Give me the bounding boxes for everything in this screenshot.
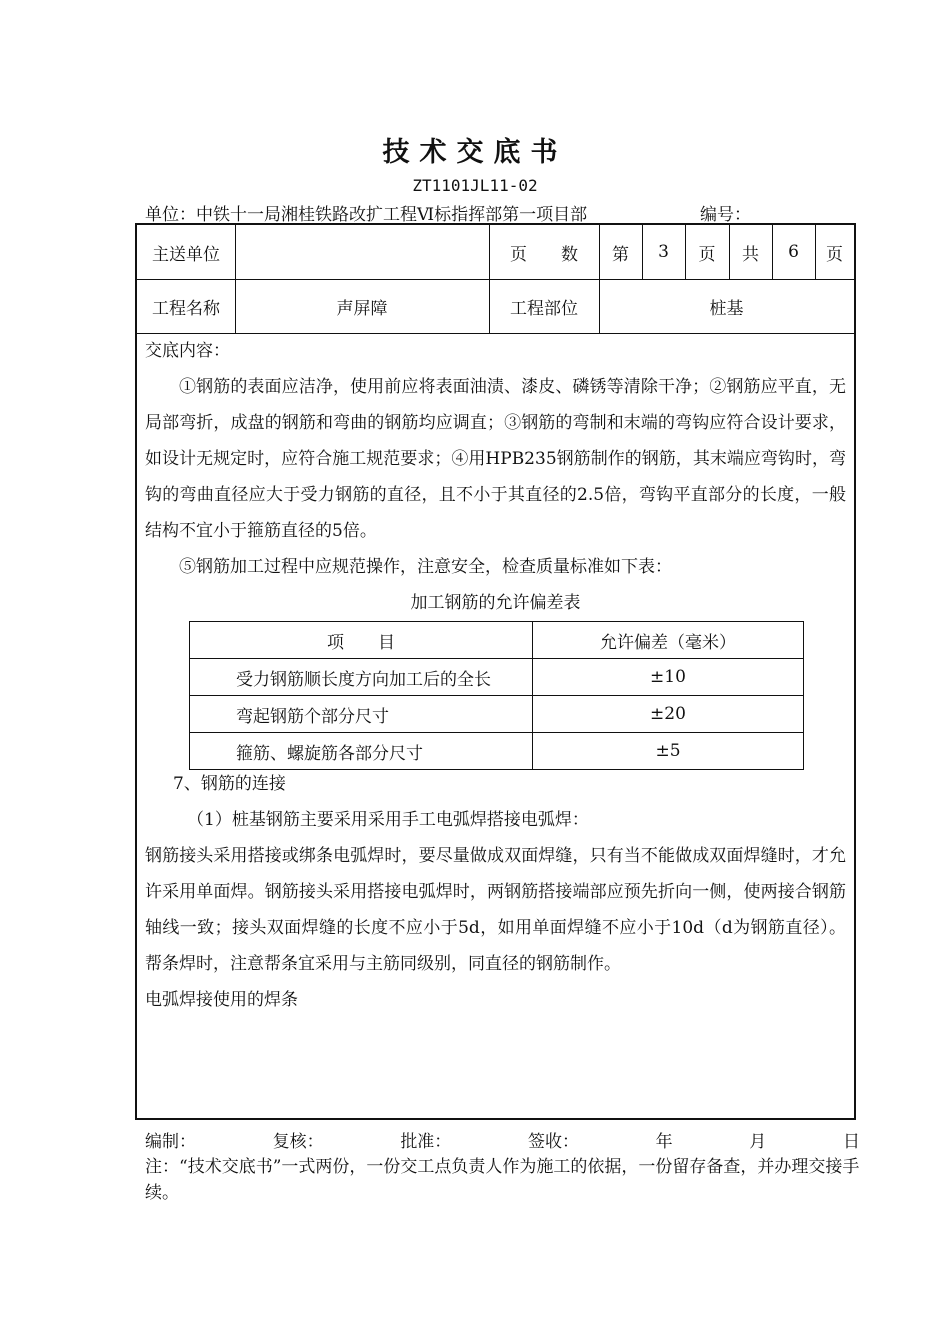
content-paragraph-4: 电弧焊接使用的焊条	[145, 990, 298, 1010]
signature-row	[145, 1127, 860, 1152]
number-label: 编号：	[700, 205, 751, 225]
table-row	[190, 659, 804, 696]
year-label: 年	[655, 1132, 673, 1152]
table-cell-item: 受力钢筋顺长度方向加工后的全长	[190, 659, 533, 696]
approver-label: 批准：	[400, 1132, 452, 1152]
content-paragraph-1: ①钢筋的表面应洁净，使用前应将表面油渍、漆皮、磷锈等清除干净；②钢筋应平直，无局部弯折，成盘的钢筋和弯曲的钢筋均应调直；③钢筋的弯制和末端的弯钩应符合设计要求，如设计无规定时，应符合施工规范要求；④用HPB235钢筋制作的钢筋，其末端应弯钩时，弯钩的弯曲直径应大于受力钢筋的直径，且不小于其直径的2.5倍，弯钩平直部分的长度，一般结构不宜小于箍筋直径的5倍。	[145, 377, 846, 541]
table-row	[190, 696, 804, 733]
project-part-value: 桩基	[709, 298, 744, 319]
content-paragraph-3: 钢筋接头采用搭接或绑条电弧焊时，要尽量做成双面焊缝，只有当不能做成双面焊缝时，才允许采用单面焊。钢筋接头采用搭接电弧焊时，两钢筋搭接端部应预先折向一侧，使两接合钢筋轴线一致；接头双面焊缝的长度不应小于5d，如用单面焊缝不应小于10d（d为钢筋直径）。帮条焊时，注意帮条宜采用与主筋同级别，同直径的钢筋制作。	[145, 846, 846, 974]
document-title: 技术交底书	[382, 137, 568, 168]
pages-label: 页 数	[510, 244, 578, 265]
table-header-tolerance: 允许偏差（毫米）	[533, 622, 804, 659]
table-caption: 加工钢筋的允许偏差表	[410, 593, 581, 613]
editor-label: 编制：	[145, 1132, 196, 1152]
table-cell-item: 箍筋、螺旋筋各部分尺寸	[190, 733, 533, 770]
project-name-label: 工程名称	[152, 298, 220, 319]
footer	[145, 1127, 860, 1206]
reviewer-label: 复核：	[272, 1132, 324, 1152]
table-header-item: 项 目	[190, 622, 533, 659]
total-suffix: 页	[826, 244, 843, 265]
content-heading: 交底内容：	[145, 341, 230, 361]
recipient-value[interactable]	[235, 225, 489, 279]
page-prefix: 第	[612, 244, 629, 265]
table-row	[190, 733, 804, 770]
unit-line: 单位：中铁十一局湘桂铁路改扩工程Ⅵ标指挥部第一项目部	[145, 205, 588, 225]
table-cell-tolerance: ±10	[533, 659, 804, 696]
content-area-lower	[145, 766, 846, 1018]
subsection-1-heading: （1）桩基钢筋主要采用采用手工电弧焊搭接电弧焊：	[187, 810, 589, 830]
tolerance-table	[189, 621, 804, 770]
table-cell-item: 弯起钢筋个部分尺寸	[190, 696, 533, 733]
total-prefix: 共	[742, 244, 759, 265]
document-code: ZT1101JL11-02	[412, 176, 538, 195]
content-paragraph-2: ⑤钢筋加工过程中应规范操作，注意安全，检查质量标准如下表：	[179, 557, 672, 577]
page-total: 6	[788, 242, 799, 262]
footer-note: 注：“技术交底书”一式两份，一份交工点负责人作为施工的依据，一份留存备查，并办理交接手续。	[145, 1157, 860, 1203]
table-header-row	[190, 622, 804, 659]
page-suffix: 页	[698, 244, 716, 265]
table-cell-tolerance: ±5	[533, 733, 804, 770]
content-area	[145, 333, 846, 621]
table-cell-tolerance: ±20	[533, 696, 804, 733]
page-current: 3	[658, 242, 669, 262]
recipient-label: 主送单位	[152, 244, 220, 265]
section-7-heading: 7、钢筋的连接	[173, 774, 286, 794]
project-part-label: 工程部位	[510, 298, 578, 319]
receiver-label: 签收：	[527, 1132, 579, 1152]
form-frame	[135, 223, 856, 1120]
project-name-value: 声屏障	[336, 298, 388, 319]
month-label: 月	[749, 1132, 767, 1152]
day-label: 日	[842, 1132, 860, 1152]
